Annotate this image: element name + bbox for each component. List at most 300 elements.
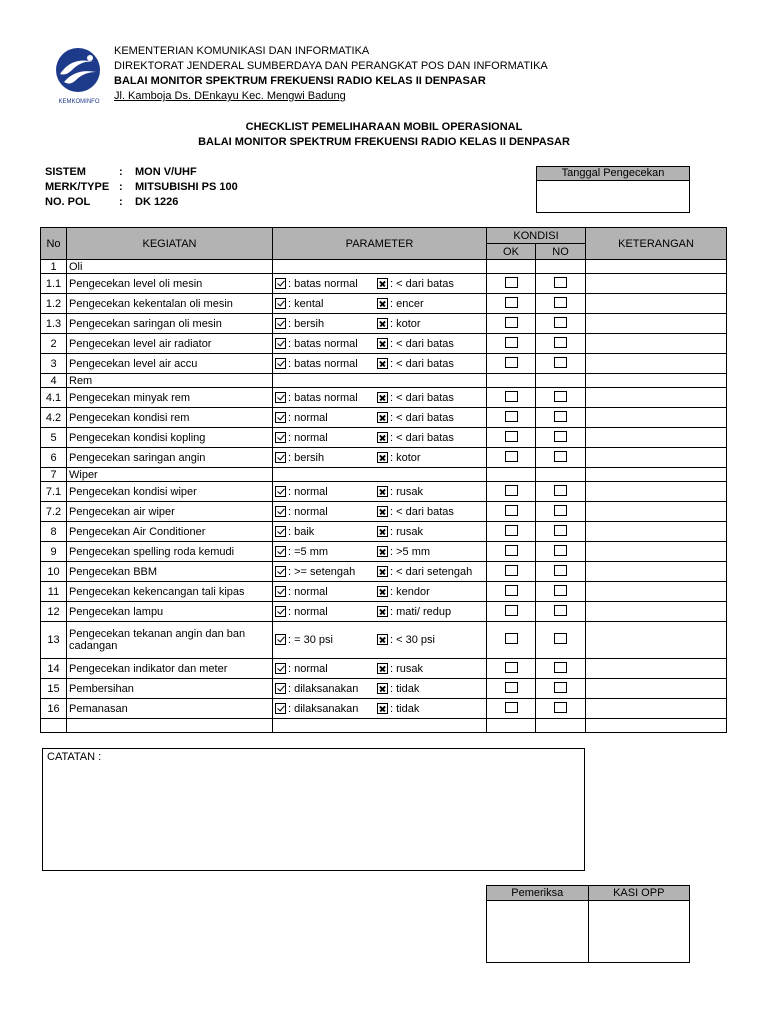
kasi-opp-signature-cell[interactable] [588,901,690,963]
kondisi-ok-cell[interactable] [487,274,536,294]
ok-checkbox[interactable] [505,565,518,576]
kondisi-ok-cell[interactable] [487,699,536,719]
row-parameter [273,408,487,428]
parameter-bad: : kendor [390,585,430,598]
kondisi-no-cell[interactable] [536,374,586,388]
crossed-box-icon [377,298,388,309]
kondisi-no-cell[interactable] [536,468,586,482]
kondisi-ok-cell[interactable] [487,602,536,622]
crossed-box-icon [377,586,388,597]
ok-checkbox[interactable] [505,337,518,348]
keterangan-cell[interactable] [586,502,727,522]
checked-box-icon [275,586,286,597]
row-parameter [273,542,487,562]
table-row [41,334,727,354]
ok-checkbox[interactable] [505,525,518,536]
ok-checkbox[interactable] [505,485,518,496]
ok-checkbox[interactable] [505,662,518,673]
kondisi-ok-cell[interactable] [487,542,536,562]
keterangan-cell[interactable] [586,659,727,679]
crossed-box-icon [377,566,388,577]
no-checkbox[interactable] [554,545,567,556]
table-row [41,448,727,468]
table-row [41,294,727,314]
table-row [41,582,727,602]
row-number: 8 [41,522,67,542]
crossed-box-icon [377,506,388,517]
ok-checkbox[interactable] [505,411,518,422]
header-no-kondisi: NO [536,244,586,260]
parameter-good: : =5 mm [288,545,329,558]
parameter-bad: : < dari batas [390,277,454,290]
checked-box-icon [275,452,286,463]
checked-box-icon [275,506,286,517]
no-checkbox[interactable] [554,485,567,496]
crossed-box-icon [377,703,388,714]
table-row [41,522,727,542]
kondisi-no-cell[interactable] [536,428,586,448]
pemeriksa-header: Pemeriksa [487,886,589,901]
kondisi-ok-cell[interactable] [487,314,536,334]
table-row [41,314,727,334]
row-number: 1.3 [41,314,67,334]
kondisi-ok-cell[interactable] [487,502,536,522]
row-parameter [273,502,487,522]
row-number: 4 [41,374,67,388]
kondisi-ok-cell[interactable] [487,354,536,374]
no-checkbox[interactable] [554,633,567,644]
checked-box-icon [275,526,286,537]
table-row [41,374,727,388]
parameter-good: : baik [288,525,315,538]
parameter-bad: : < dari batas [390,391,454,404]
keterangan-cell[interactable] [586,522,727,542]
checked-box-icon [275,683,286,694]
row-kegiatan: Rem [67,374,273,388]
kondisi-no-cell[interactable] [536,334,586,354]
row-kegiatan: Pengecekan level air accu [67,354,273,374]
row-kegiatan: Pengecekan kekencangan tali kipas [67,582,273,602]
ok-checkbox[interactable] [505,297,518,308]
keterangan-cell[interactable] [586,602,727,622]
ok-checkbox[interactable] [505,391,518,402]
no-checkbox[interactable] [554,297,567,308]
keterangan-cell[interactable] [586,294,727,314]
kasi-opp-header: KASI OPP [588,886,690,901]
row-kegiatan: Pengecekan level oli mesin [67,274,273,294]
keterangan-cell[interactable] [586,274,727,294]
row-parameter [273,522,487,542]
no-checkbox[interactable] [554,565,567,576]
kondisi-no-cell[interactable] [536,294,586,314]
row-parameter [273,448,487,468]
row-parameter [273,562,487,582]
ok-checkbox[interactable] [505,633,518,644]
identity-label: SISTEM [45,166,86,178]
keterangan-cell[interactable] [586,468,727,482]
row-parameter [273,622,487,659]
kondisi-no-cell[interactable] [536,260,586,274]
parameter-good: : = 30 psi [288,634,333,646]
table-row [41,408,727,428]
kondisi-ok-cell[interactable] [487,334,536,354]
tanggal-pengecekan-box[interactable] [536,166,690,213]
kondisi-ok-cell[interactable] [487,448,536,468]
row-number: 3 [41,354,67,374]
row-parameter [273,679,487,699]
row-number: 15 [41,679,67,699]
row-number: 11 [41,582,67,602]
kondisi-no-cell[interactable] [536,274,586,294]
row-number: 5 [41,428,67,448]
no-checkbox[interactable] [554,682,567,693]
checked-box-icon [275,634,286,645]
parameter-good: : batas normal [288,357,358,370]
crossed-box-icon [377,634,388,645]
row-kegiatan: Pengecekan indikator dan meter [67,659,273,679]
checked-box-icon [275,358,286,369]
parameter-good: : normal [288,485,328,498]
identity-colon: : [119,166,123,178]
table-row [41,428,727,448]
checked-box-icon [275,432,286,443]
row-kegiatan: Pengecekan saringan oli mesin [67,314,273,334]
row-number: 16 [41,699,67,719]
row-number [41,719,67,733]
kondisi-ok-cell[interactable] [487,719,536,733]
table-row [41,622,727,659]
table-row [41,502,727,522]
parameter-good: : batas normal [288,391,358,404]
catatan-box[interactable] [42,748,585,871]
kondisi-no-cell[interactable] [536,659,586,679]
row-kegiatan: Wiper [67,468,273,482]
keterangan-cell[interactable] [586,562,727,582]
ok-checkbox[interactable] [505,317,518,328]
row-kegiatan: Pengecekan Air Conditioner [67,522,273,542]
kondisi-ok-cell[interactable] [487,582,536,602]
kondisi-no-cell[interactable] [536,699,586,719]
header-parameter: PARAMETER [273,228,487,260]
identity-colon: : [119,196,123,208]
catatan-label: CATATAN : [47,751,102,763]
table-row [41,482,727,502]
table-row [41,542,727,562]
kondisi-no-cell[interactable] [536,562,586,582]
header-kegiatan: KEGIATAN [67,228,273,260]
kondisi-ok-cell[interactable] [487,294,536,314]
row-number: 7.1 [41,482,67,502]
no-checkbox[interactable] [554,431,567,442]
row-parameter [273,294,487,314]
parameter-bad: : < 30 psi [390,634,435,646]
parameter-bad: : < dari batas [390,357,454,370]
row-number: 14 [41,659,67,679]
checked-box-icon [275,338,286,349]
kondisi-no-cell[interactable] [536,719,586,733]
kondisi-no-cell[interactable] [536,542,586,562]
row-parameter [273,719,487,733]
parameter-bad: : >5 mm [390,545,431,558]
row-number: 12 [41,602,67,622]
parameter-good: : >= setengah [288,565,356,578]
identity-value: DK 1226 [135,196,179,208]
parameter-good: : dilaksanakan [288,702,359,715]
row-parameter [273,388,487,408]
no-checkbox[interactable] [554,277,567,288]
parameter-bad: : < dari batas [390,337,454,350]
checked-box-icon [275,703,286,714]
checked-box-icon [275,278,286,289]
kondisi-ok-cell[interactable] [487,408,536,428]
table-row [41,468,727,482]
ok-checkbox[interactable] [505,702,518,713]
tanggal-pengecekan-label: Tanggal Pengecekan [537,167,689,181]
kondisi-no-cell[interactable] [536,448,586,468]
parameter-good: : bersih [288,317,325,330]
row-kegiatan: Pemanasan [67,699,273,719]
identity-colon: : [119,181,123,193]
parameter-good: : batas normal [288,337,358,350]
checked-box-icon [275,412,286,423]
parameter-bad: : rusak [390,525,424,538]
parameter-good: : kental [288,297,324,310]
kondisi-ok-cell[interactable] [487,522,536,542]
keterangan-cell[interactable] [586,622,727,659]
keterangan-cell[interactable] [586,542,727,562]
identity-label: NO. POL [45,196,91,208]
crossed-box-icon [377,432,388,443]
crossed-box-icon [377,338,388,349]
row-kegiatan: Pembersihan [67,679,273,699]
ok-checkbox[interactable] [505,451,518,462]
row-parameter [273,428,487,448]
row-parameter [273,602,487,622]
keterangan-cell[interactable] [586,374,727,388]
kondisi-ok-cell[interactable] [487,388,536,408]
row-kegiatan: Pengecekan kondisi kopling [67,428,273,448]
kondisi-no-cell[interactable] [536,482,586,502]
row-number: 13 [41,622,67,659]
no-checkbox[interactable] [554,357,567,368]
checked-box-icon [275,606,286,617]
document-title: CHECKLIST PEMELIHARAAN MOBIL OPERASIONAL [245,121,523,133]
ok-checkbox[interactable] [505,431,518,442]
keterangan-cell[interactable] [586,314,727,334]
table-row [41,719,727,733]
kondisi-no-cell[interactable] [536,522,586,542]
row-number: 1 [41,260,67,274]
ok-checkbox[interactable] [505,605,518,616]
kondisi-ok-cell[interactable] [487,374,536,388]
table-row [41,260,727,274]
office-address: Jl. Kamboja Ds. DEnkayu Kec. Mengwi Badung [114,90,346,102]
kondisi-ok-cell[interactable] [487,562,536,582]
kondisi-no-cell[interactable] [536,314,586,334]
table-row [41,659,727,679]
checked-box-icon [275,392,286,403]
keterangan-cell[interactable] [586,428,727,448]
row-parameter [273,468,487,482]
kemkominfo-logo [52,46,106,106]
row-number: 4.1 [41,388,67,408]
checked-box-icon [275,546,286,557]
crossed-box-icon [377,606,388,617]
kondisi-ok-cell[interactable] [487,622,536,659]
no-checkbox[interactable] [554,451,567,462]
crossed-box-icon [377,318,388,329]
row-parameter [273,260,487,274]
no-checkbox[interactable] [554,702,567,713]
crossed-box-icon [377,278,388,289]
identity-row [45,180,238,195]
no-checkbox[interactable] [554,585,567,596]
row-parameter [273,659,487,679]
parameter-bad: : < dari batas [390,411,454,424]
keterangan-cell[interactable] [586,260,727,274]
parameter-bad: : < dari batas [390,505,454,518]
parameter-bad: : encer [390,297,424,310]
table-row [41,602,727,622]
keterangan-cell[interactable] [586,699,727,719]
kondisi-no-cell[interactable] [536,679,586,699]
row-kegiatan: Pengecekan kondisi rem [67,408,273,428]
keterangan-cell[interactable] [586,719,727,733]
keterangan-cell[interactable] [586,408,727,428]
row-number: 7 [41,468,67,482]
kondisi-ok-cell[interactable] [487,260,536,274]
ok-checkbox[interactable] [505,277,518,288]
parameter-bad: : kotor [390,451,421,464]
row-parameter [273,314,487,334]
parameter-bad: : < dari batas [390,431,454,444]
parameter-good: : batas normal [288,277,358,290]
kondisi-no-cell[interactable] [536,602,586,622]
office-name: BALAI MONITOR SPEKTRUM FREKUENSI RADIO KELAS II DENPASAR [114,75,486,87]
kondisi-ok-cell[interactable] [487,428,536,448]
no-checkbox[interactable] [554,317,567,328]
table-row [41,562,727,582]
keterangan-cell[interactable] [586,448,727,468]
pemeriksa-signature-cell[interactable] [487,901,589,963]
ok-checkbox[interactable] [505,682,518,693]
header-ok: OK [487,244,536,260]
kondisi-ok-cell[interactable] [487,659,536,679]
vehicle-identity [45,165,238,210]
kondisi-no-cell[interactable] [536,354,586,374]
kondisi-no-cell[interactable] [536,408,586,428]
row-parameter [273,699,487,719]
crossed-box-icon [377,526,388,537]
ok-checkbox[interactable] [505,585,518,596]
table-row [41,388,727,408]
row-number: 9 [41,542,67,562]
parameter-good: : dilaksanakan [288,682,359,695]
parameter-bad: : rusak [390,662,424,675]
checked-box-icon [275,486,286,497]
row-kegiatan: Pengecekan saringan angin [67,448,273,468]
kondisi-no-cell[interactable] [536,388,586,408]
row-kegiatan: Pengecekan tekanan angin dan ban cadangan [67,622,273,659]
row-kegiatan: Pengecekan minyak rem [67,388,273,408]
keterangan-cell[interactable] [586,388,727,408]
row-parameter [273,582,487,602]
no-checkbox[interactable] [554,391,567,402]
parameter-good: : normal [288,585,328,598]
checklist-table [40,227,727,733]
ok-checkbox[interactable] [505,357,518,368]
keterangan-cell[interactable] [586,582,727,602]
parameter-bad: : rusak [390,485,424,498]
identity-row [45,165,238,180]
identity-label: MERK/TYPE [45,181,110,193]
parameter-good: : bersih [288,451,325,464]
parameter-bad: : tidak [390,682,420,695]
row-parameter [273,334,487,354]
kondisi-ok-cell[interactable] [487,679,536,699]
row-number: 1.2 [41,294,67,314]
no-checkbox[interactable] [554,505,567,516]
keterangan-cell[interactable] [586,334,727,354]
identity-value: MON V/UHF [135,166,197,178]
parameter-good: : normal [288,431,328,444]
keterangan-cell[interactable] [586,354,727,374]
no-checkbox[interactable] [554,662,567,673]
document-subtitle: BALAI MONITOR SPEKTRUM FREKUENSI RADIO KELAS II DENPASAR [198,136,570,148]
ok-checkbox[interactable] [505,505,518,516]
row-kegiatan: Pengecekan spelling roda kemudi [67,542,273,562]
crossed-box-icon [377,392,388,403]
parameter-bad: : < dari setengah [390,565,473,578]
signature-table [486,885,690,963]
parameter-bad: : tidak [390,702,420,715]
checked-box-icon [275,663,286,674]
header-no: No [41,228,67,260]
directorate-name: DIREKTORAT JENDERAL SUMBERDAYA DAN PERANGKAT POS DAN INFORMATIKA [114,60,548,72]
keterangan-cell[interactable] [586,482,727,502]
row-parameter [273,374,487,388]
kondisi-no-cell[interactable] [536,502,586,522]
no-checkbox[interactable] [554,337,567,348]
no-checkbox[interactable] [554,525,567,536]
crossed-box-icon [377,546,388,557]
ok-checkbox[interactable] [505,545,518,556]
kondisi-no-cell[interactable] [536,582,586,602]
no-checkbox[interactable] [554,605,567,616]
kondisi-ok-cell[interactable] [487,482,536,502]
row-parameter [273,274,487,294]
kondisi-no-cell[interactable] [536,622,586,659]
identity-row [45,195,238,210]
parameter-good: : normal [288,662,328,675]
row-kegiatan: Pengecekan level air radiator [67,334,273,354]
no-checkbox[interactable] [554,411,567,422]
row-number: 2 [41,334,67,354]
row-kegiatan: Oli [67,260,273,274]
kondisi-ok-cell[interactable] [487,468,536,482]
parameter-good: : normal [288,411,328,424]
row-parameter [273,354,487,374]
table-row [41,274,727,294]
parameter-good: : normal [288,605,328,618]
header-keterangan: KETERANGAN [586,228,727,260]
table-row [41,679,727,699]
header-kondisi: KONDISI [487,228,586,244]
row-kegiatan: Pengecekan air wiper [67,502,273,522]
keterangan-cell[interactable] [586,679,727,699]
row-kegiatan: Pengecekan kondisi wiper [67,482,273,502]
row-kegiatan: Pengecekan kekentalan oli mesin [67,294,273,314]
